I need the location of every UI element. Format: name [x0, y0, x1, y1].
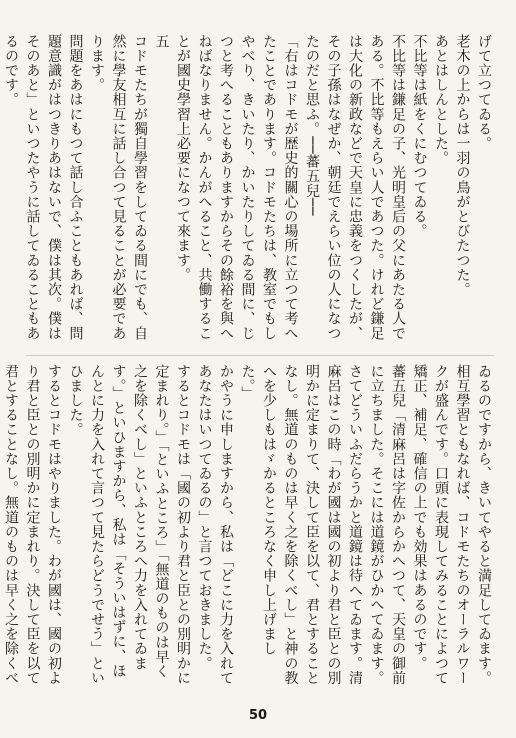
lower-text-block: ゐるのですから、きいてやると満足してゐます。 相互學習ともなれば、コドモたちのオーラルワークが盛んです。口頭に表現してみることによつて矯正、補足、確信の上でも効果はあるのです。 蕃五兒「清麻呂は字佐からかへつて、天皇の御前に立ちました。そこには道鏡がひかへてゐます。さてどういふだらうかと道鏡は待へてゐます。清麻呂はこの時「わが國は國の初より君と臣との別明かに定まりて、決して臣を以て、君とすることなし。無道のものは早く之を除くべし」と神の教へを少しもはゞかるところなく申し上げました。」 かやうに申しますから、私は「どこに力を入れてあなたはいつてゐるの」と言つておきました。 するとコドモは「國の初より君と臣との別明かに定まれり。」「といふところ」「無道のものは早く之を除くべし」といふところへ力を入れてゐます。」といひますから、私は「そういはずに、ほんとに力を入れて言つて見たらどうでせう」といひました。 するとコドモはやりました。わが國は、國の初より君と臣との別明かに定まれり。決して臣を以て君とすることなし。無道のものは早く之を除くべ	[3, 364, 492, 686]
section-divider	[26, 355, 494, 356]
upper-text-block: げて立つてゐる。 老木の上からは一羽の鳥がとびたつた。 あとはしんとした。 不比等は紙をくにむつてゐる。 不比等は鎌足の子、光明皇后の父にあたる人である。不比等もえらい人であつた。けれど鎌足は大化の新政などで天皇に忠義をつくしたが、その子孫はなぜか、朝廷でえらい位の人になつたのだと思ふ。──蕃五兒── 「右はコドモが歴史的關心の場所に立つて考へたことであります。コドモたちは、教室でもしやべり、きいたり、かいたりしてゐる間に、じつと考へることもありますからその餘裕を與へねばなりません。かんがへること、共働することが國史學習上必要になつて來ます。 五 コドモたちが獨自學習をしてゐる間にでも、自然に學友相互に話し合つて見ることが必要であります。 問題をあはにもつて話し合ふこともあれば、問題意識がはつきりあはないで、僕は其次。僕はそのあと」といつたやうに話してゐることもあるのです。	[3, 34, 492, 341]
page-number: 50	[248, 708, 268, 723]
